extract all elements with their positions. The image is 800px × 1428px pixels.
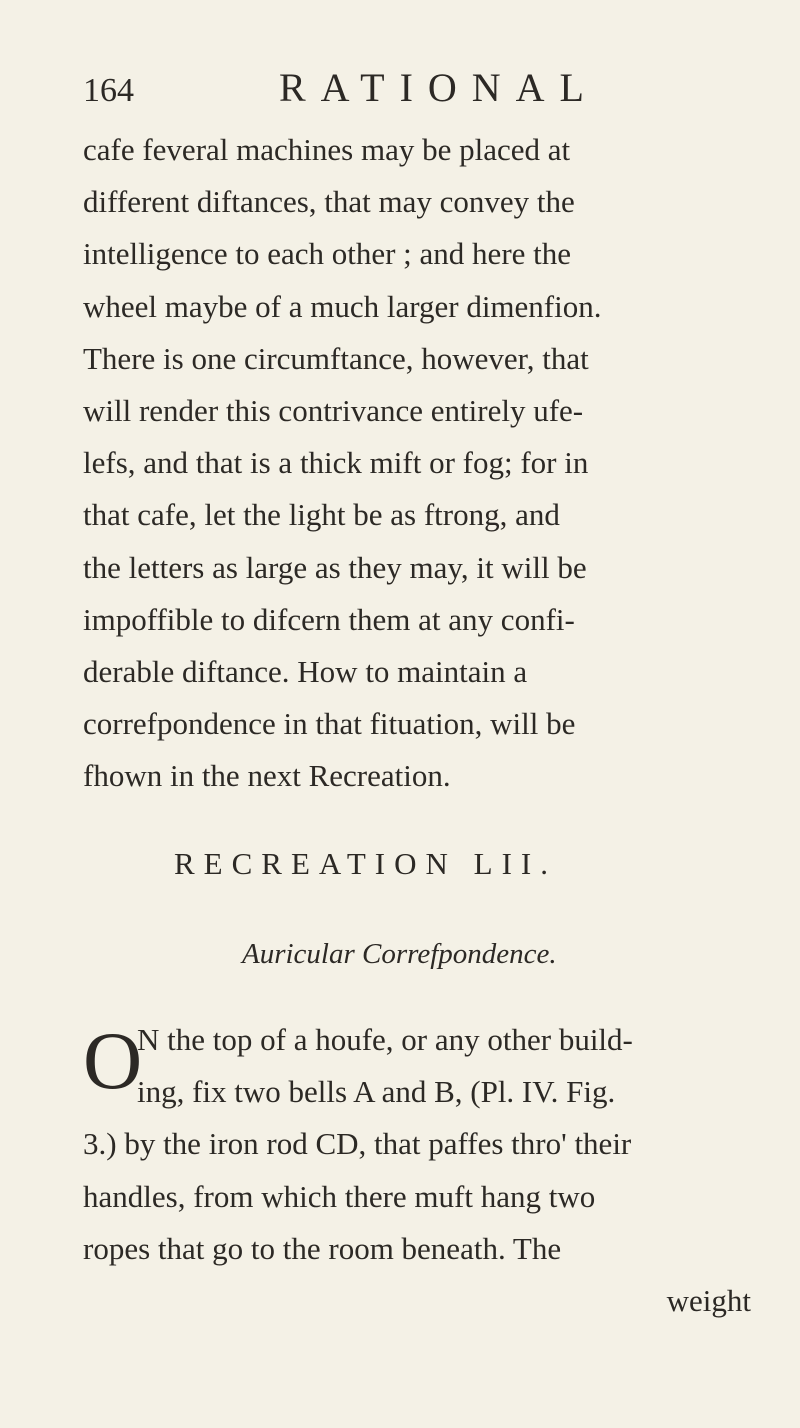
text-line: wheel maybe of a much larger dimenfion.	[83, 288, 602, 324]
text-line: handles, from which there muft hang two	[83, 1178, 596, 1214]
text-line: cafe feveral machines may be placed at	[83, 132, 571, 167]
text-line: intelligence to each other ; and here the	[83, 236, 572, 272]
paragraph-1	[83, 124, 763, 802]
text-line: the letters as large as they may, it will be	[83, 549, 587, 585]
text-line: ing, fix two bells A and B, (Pl. IV. Fig.	[137, 1074, 616, 1110]
text-line: will render this contrivance entirely ufe-	[83, 392, 584, 428]
paragraph-2	[83, 1014, 763, 1327]
catchword: weight	[666, 1282, 751, 1318]
text-line: derable diftance. How to maintain a	[83, 653, 528, 689]
text-line: different diftances, that may convey the	[83, 184, 575, 220]
page-number: 164	[83, 72, 134, 109]
text-line: ropes that go to the room beneath. The	[83, 1230, 562, 1266]
drop-cap: O	[83, 1015, 143, 1106]
text-line: There is one circumftance, however, that	[83, 340, 589, 376]
recreation-subtitle: Auricular Correfpondence.	[242, 938, 557, 970]
text-line: fhown in the next Recreation.	[83, 758, 451, 794]
text-line: that cafe, let the light be as ftrong, and	[83, 497, 560, 533]
text-line: correfpondence in that fituation, will be	[83, 706, 576, 742]
recreation-title: RECREATION LII.	[174, 846, 557, 881]
text-line: lefs, and that is a thick mift or fog; for in	[83, 445, 589, 481]
second-line-with-drop-cap	[83, 1066, 763, 1118]
text-line: impoffible to difcern them at any confi-	[83, 601, 575, 637]
page-header	[83, 64, 763, 124]
text-line: 3.) by the iron rod CD, that paffes thro' their	[83, 1126, 632, 1162]
text-line: N the top of a houfe, or any other build-	[137, 1022, 633, 1057]
running-head: RATIONAL	[279, 65, 599, 110]
